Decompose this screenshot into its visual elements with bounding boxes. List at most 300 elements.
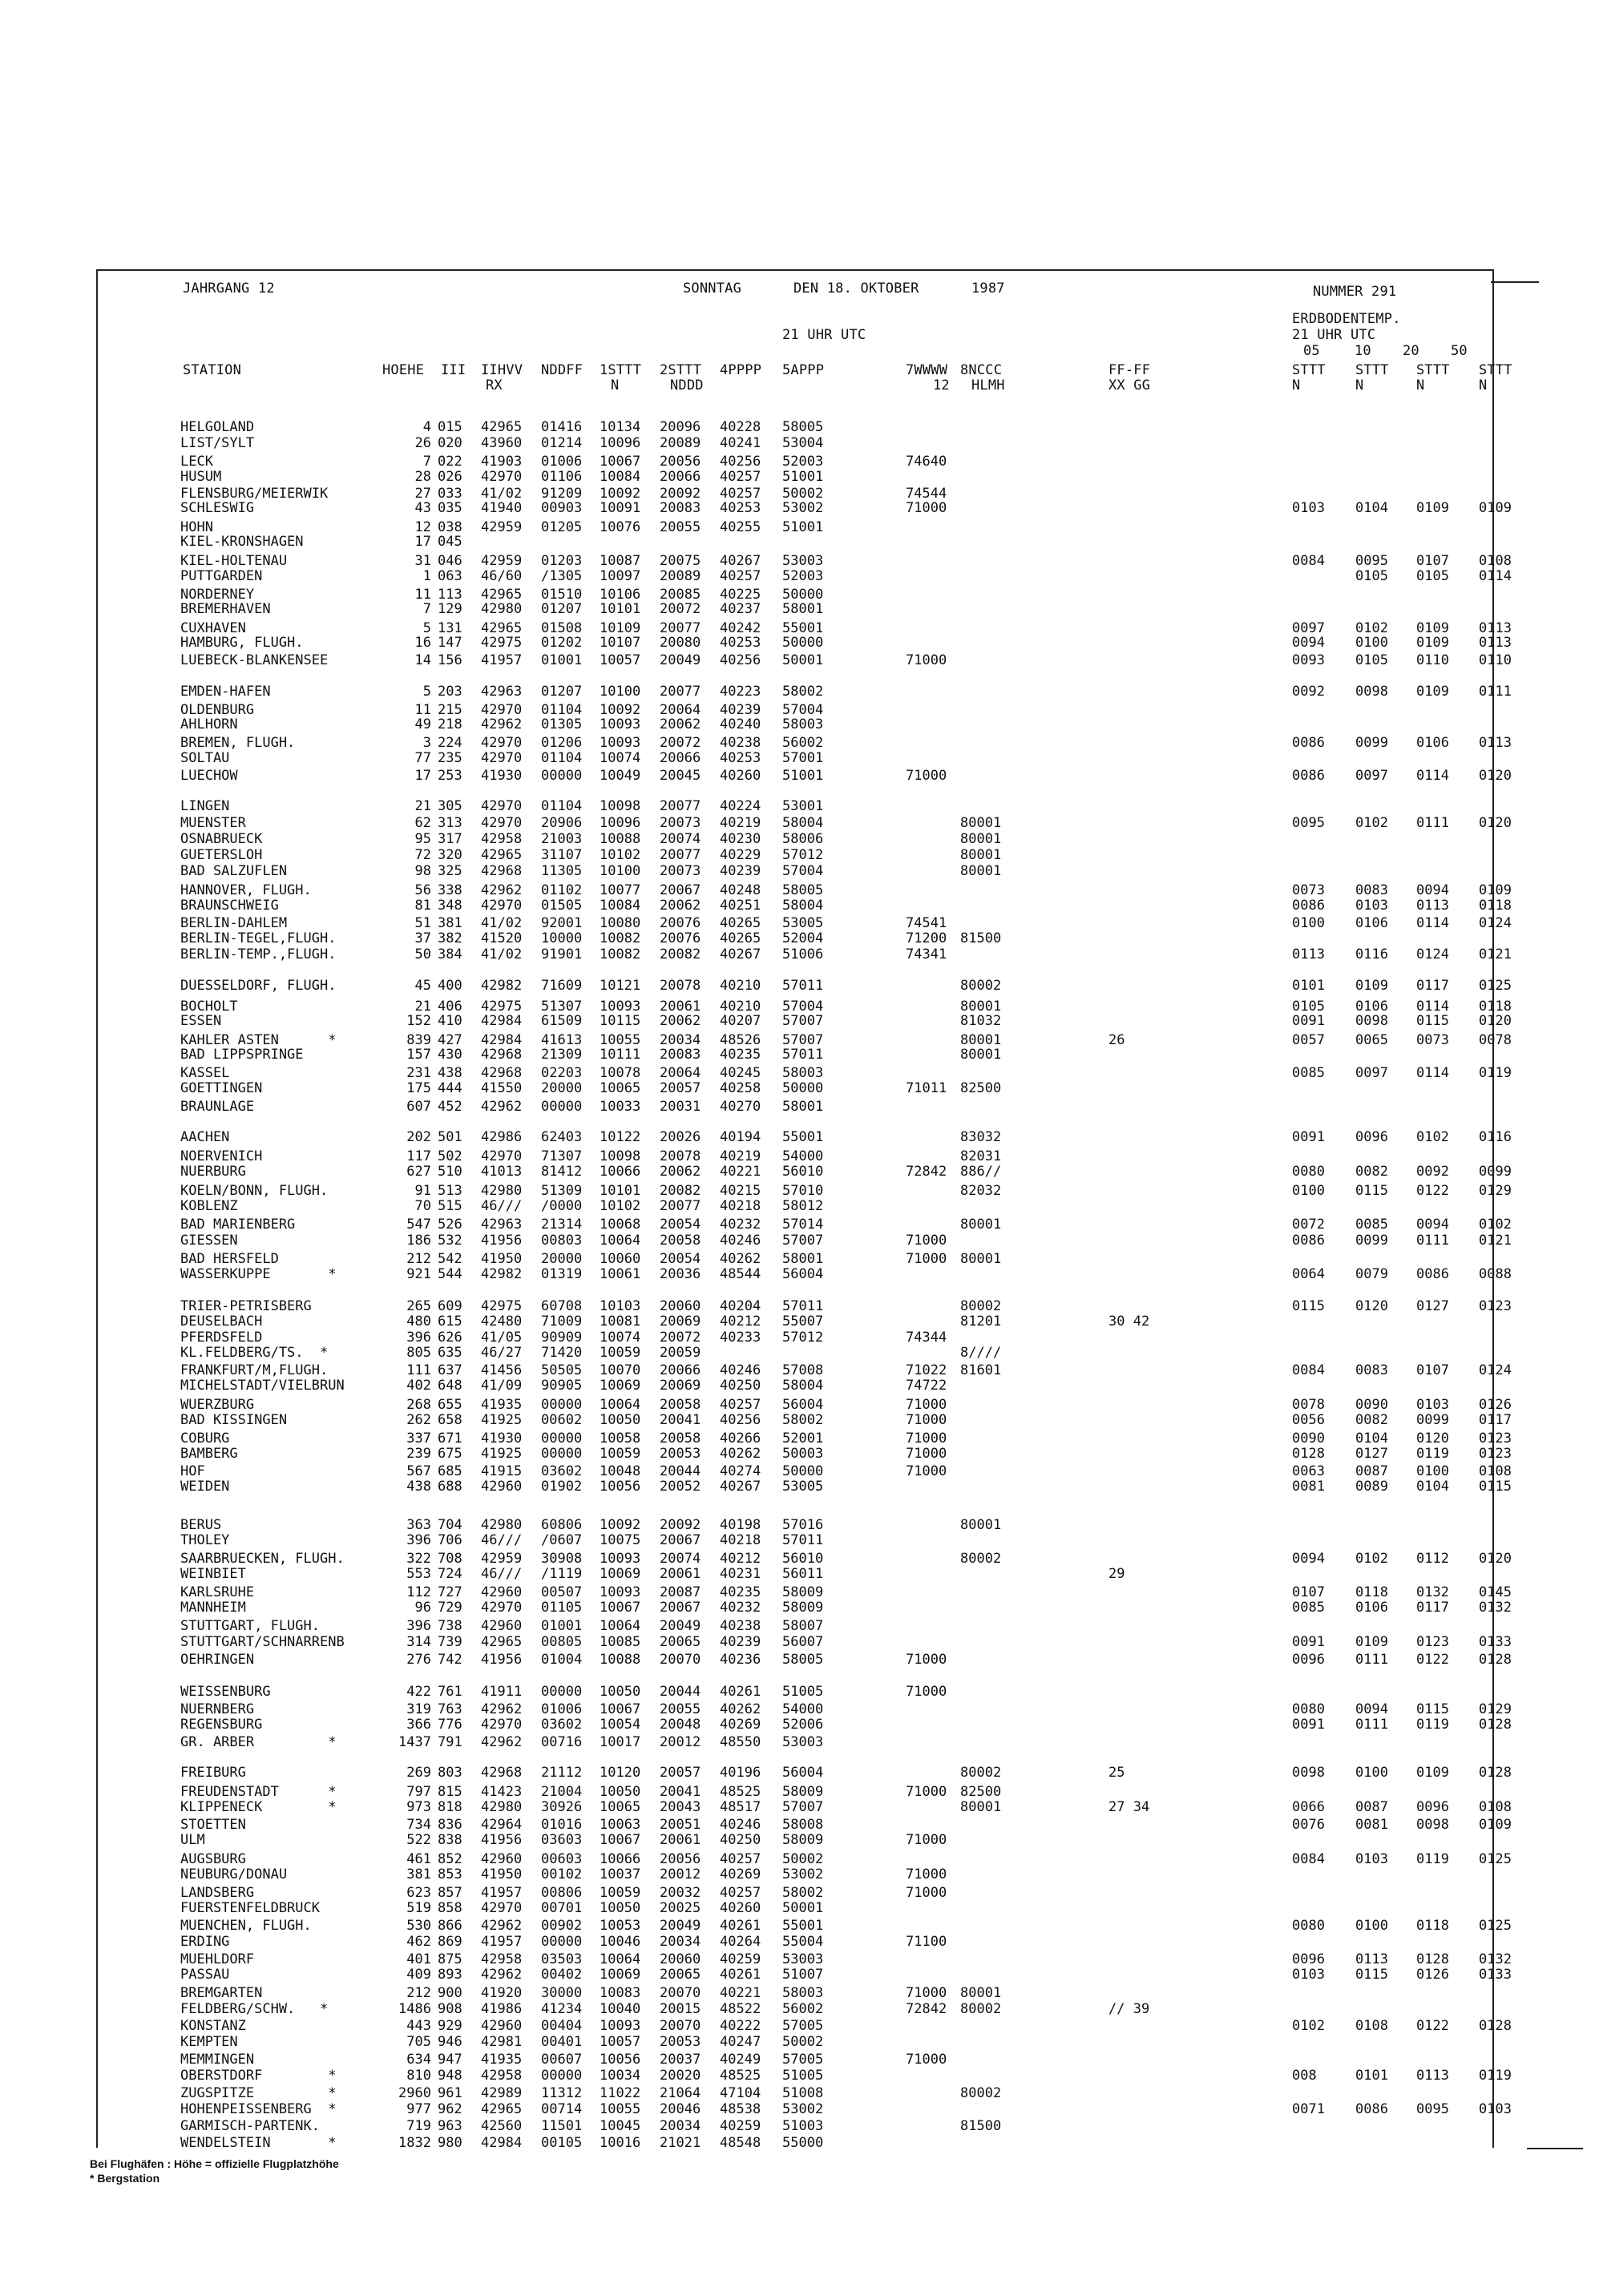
station-name: KIEL-KRONSHAGEN	[180, 534, 304, 550]
soil-temp-50: 0145	[1479, 1584, 1512, 1600]
station-name: KEMPTEN	[180, 2034, 238, 2050]
soil-temp-05: 0080	[1292, 1918, 1325, 1934]
table-row	[0, 1885, 1603, 1901]
group-2sttt: 20041	[660, 1412, 701, 1428]
soil-temp-title: ERDBODENTEMP.	[1292, 311, 1401, 327]
group-8nccc: 83032	[960, 1129, 1002, 1145]
group-4pppp: 48517	[720, 1799, 761, 1815]
group-5appp: 57016	[782, 1517, 824, 1533]
station-id: 836	[438, 1817, 462, 1833]
station-height: 443	[406, 2018, 431, 2034]
group-1sttt: 10068	[600, 1217, 641, 1233]
station-name: AUGSBURG	[180, 1851, 246, 1867]
group-8nccc: 80001	[960, 1517, 1002, 1533]
soil-temp-05: 0084	[1292, 553, 1325, 569]
group-4pppp: 40225	[720, 587, 761, 603]
soil-temp-20: 0107	[1416, 553, 1449, 569]
group-1sttt: 10076	[600, 519, 641, 535]
group-5appp: 50002	[782, 1851, 824, 1867]
group-2sttt: 20074	[660, 1551, 701, 1567]
group-nddff: 10000	[541, 930, 583, 946]
group-1sttt: 10083	[600, 1985, 641, 2001]
station-name: STUTTGART, FLUGH.	[180, 1618, 320, 1634]
group-nddff: 21112	[541, 1765, 583, 1781]
station-height: 547	[406, 1217, 431, 1233]
group-nddff: 00701	[541, 1900, 583, 1916]
group-7wwww: 71022	[906, 1362, 947, 1378]
group-1sttt: 10078	[600, 1065, 641, 1081]
group-4pppp: 40232	[720, 1217, 761, 1233]
soil-temp-50: 0119	[1479, 1065, 1512, 1081]
group-4pppp: 40221	[720, 1985, 761, 2001]
group-iihvv: 46/60	[481, 568, 523, 584]
soil-temp-05: 0086	[1292, 898, 1325, 914]
group-1sttt: 10106	[600, 587, 641, 603]
station-id: 962	[438, 2101, 462, 2117]
group-iihvv: 41930	[481, 1430, 523, 1447]
group-1sttt: 10065	[600, 1799, 641, 1815]
soil-temp-05: 0063	[1292, 1463, 1325, 1479]
station-height: 49	[414, 716, 431, 732]
station-name: ZUGSPITZE *	[180, 2085, 337, 2101]
group-5appp: 57005	[782, 2018, 824, 2034]
group-2sttt: 20078	[660, 978, 701, 994]
group-4pppp: 48538	[720, 2101, 761, 2117]
station-id: 427	[438, 1032, 462, 1048]
group-4pppp: 40235	[720, 1584, 761, 1600]
group-2sttt: 20058	[660, 1233, 701, 1249]
group-7wwww: 71000	[906, 1832, 947, 1848]
group-4pppp: 40261	[720, 1967, 761, 1983]
group-5appp: 58003	[782, 716, 824, 732]
table-row	[0, 702, 1603, 718]
station-height: 337	[406, 1430, 431, 1447]
table-row	[0, 930, 1603, 946]
table-row	[0, 1784, 1603, 1800]
col-soil-20-sub: N	[1416, 377, 1425, 393]
group-5appp: 56010	[782, 1551, 824, 1567]
group-2sttt: 20012	[660, 1866, 701, 1882]
group-iihvv: 42970	[481, 798, 523, 814]
group-7wwww: 71000	[906, 2052, 947, 2068]
group-7wwww: 71000	[906, 652, 947, 668]
station-name: MICHELSTADT/VIELBRUN	[180, 1378, 345, 1394]
group-iihvv: 42981	[481, 2034, 523, 2050]
group-nddff: 00716	[541, 1734, 583, 1750]
soil-temp-50: 0133	[1479, 1634, 1512, 1650]
group-iihvv: 42959	[481, 519, 523, 535]
group-4pppp: 40262	[720, 1701, 761, 1717]
col-iihvv-sub: RX	[486, 377, 503, 393]
group-nddff: 01319	[541, 1266, 583, 1282]
group-2sttt: 20060	[660, 1298, 701, 1314]
station-id: 637	[438, 1362, 462, 1378]
soil-temp-50: 0108	[1479, 1463, 1512, 1479]
station-height: 810	[406, 2068, 431, 2084]
group-5appp: 50003	[782, 1446, 824, 1462]
station-id: 626	[438, 1330, 462, 1346]
station-name: BERLIN-DAHLEM	[180, 915, 288, 931]
group-iihvv: 41986	[481, 2001, 523, 2017]
group-nddff: 01203	[541, 553, 583, 569]
group-5appp: 53003	[782, 1734, 824, 1750]
soil-temp-50: 0118	[1479, 999, 1512, 1015]
soil-temp-10: 0113	[1355, 1951, 1388, 1967]
station-height: 112	[406, 1584, 431, 1600]
station-name: FUERSTENFELDBRUCK	[180, 1900, 320, 1916]
table-row	[0, 1164, 1603, 1180]
group-8nccc: 80002	[960, 1298, 1002, 1314]
soil-temp-50: 0125	[1479, 1918, 1512, 1934]
col-soil-50-sub: N	[1479, 377, 1488, 393]
group-8nccc: 82031	[960, 1148, 1002, 1164]
group-5appp: 58005	[782, 1652, 824, 1668]
group-iihvv: 42970	[481, 1900, 523, 1916]
soil-temp-05: 0081	[1292, 1479, 1325, 1495]
group-nddff: 71307	[541, 1148, 583, 1164]
group-iihvv: 42975	[481, 635, 523, 651]
station-height: 839	[406, 1032, 431, 1048]
group-nddff: 00902	[541, 1918, 583, 1934]
group-4pppp: 40215	[720, 1183, 761, 1199]
station-name: LIST/SYLT	[180, 435, 255, 451]
group-1sttt: 10064	[600, 1397, 641, 1413]
station-height: 212	[406, 1251, 431, 1267]
table-row	[0, 2018, 1603, 2034]
station-id: 739	[438, 1634, 462, 1650]
soil-temp-05: 0096	[1292, 1951, 1325, 1967]
station-height: 522	[406, 1832, 431, 1848]
group-nddff: 61509	[541, 1013, 583, 1029]
station-id: 235	[438, 750, 462, 766]
station-height: 977	[406, 2101, 431, 2117]
group-5appp: 58001	[782, 1251, 824, 1267]
soil-temp-05: 0093	[1292, 652, 1325, 668]
group-4pppp: 40233	[720, 1330, 761, 1346]
group-5appp: 57007	[782, 1032, 824, 1048]
table-row	[0, 863, 1603, 879]
group-2sttt: 20048	[660, 1717, 701, 1733]
group-4pppp: 40207	[720, 1013, 761, 1029]
group-4pppp: 40267	[720, 1479, 761, 1495]
group-4pppp: 40194	[720, 1129, 761, 1145]
soil-temp-20: 0073	[1416, 1032, 1449, 1048]
station-name: GR. ARBER *	[180, 1734, 337, 1750]
group-5appp: 58003	[782, 1985, 824, 2001]
soil-temp-20: 0095	[1416, 2101, 1449, 2117]
group-5appp: 53005	[782, 1479, 824, 1495]
soil-temp-05: 0103	[1292, 1967, 1325, 1983]
station-height: 734	[406, 1817, 431, 1833]
group-1sttt: 10074	[600, 750, 641, 766]
group-7wwww: 71000	[906, 1412, 947, 1428]
group-4pppp: 48522	[720, 2001, 761, 2017]
group-2sttt: 20075	[660, 553, 701, 569]
station-name: EMDEN-HAFEN	[180, 684, 271, 700]
group-iihvv: 42982	[481, 1266, 523, 1282]
group-4pppp: 48548	[720, 2135, 761, 2151]
station-name: ESSEN	[180, 1013, 222, 1029]
station-name: KIEL-HOLTENAU	[180, 553, 288, 569]
group-5appp: 51005	[782, 2068, 824, 2084]
group-1sttt: 10069	[600, 1967, 641, 1983]
group-iihvv: 41456	[481, 1362, 523, 1378]
table-row	[0, 1918, 1603, 1934]
station-id: 869	[438, 1934, 462, 1950]
group-5appp: 53003	[782, 1951, 824, 1967]
group-5appp: 58009	[782, 1784, 824, 1800]
group-4pppp: 40223	[720, 684, 761, 700]
station-id: 444	[438, 1080, 462, 1096]
station-name: SAARBRUECKEN, FLUGH.	[180, 1551, 345, 1567]
soil-temp-50: 0128	[1479, 2018, 1512, 2034]
soil-temp-20: 0096	[1416, 1799, 1449, 1815]
col-soil-20: STTT	[1416, 362, 1450, 378]
group-4pppp: 40261	[720, 1918, 761, 1934]
station-id: 015	[438, 419, 462, 435]
group-nddff: 01104	[541, 750, 583, 766]
table-row	[0, 1817, 1603, 1833]
group-nddff: 00803	[541, 1233, 583, 1249]
group-2sttt: 20069	[660, 1378, 701, 1394]
group-1sttt: 10040	[600, 2001, 641, 2017]
group-5appp: 56004	[782, 1266, 824, 1282]
station-name: BAD HERSFELD	[180, 1251, 279, 1267]
station-height: 16	[414, 635, 431, 651]
station-name: WASSERKUPPE *	[180, 1266, 337, 1282]
group-iihvv: 42986	[481, 1129, 523, 1145]
soil-temp-20: 0132	[1416, 1584, 1449, 1600]
group-4pppp: 40274	[720, 1463, 761, 1479]
group-2sttt: 20080	[660, 635, 701, 651]
soil-temp-20: 0120	[1416, 1430, 1449, 1447]
soil-temp-50: 0099	[1479, 1164, 1512, 1180]
station-height: 175	[406, 1080, 431, 1096]
soil-temp-10: 0106	[1355, 999, 1388, 1015]
station-height: 322	[406, 1551, 431, 1567]
group-8nccc: 80001	[960, 1985, 1002, 2001]
soil-temp-20: 0123	[1416, 1634, 1449, 1650]
soil-temp-10: 0105	[1355, 652, 1388, 668]
soil-temp-05: 0086	[1292, 735, 1325, 751]
group-2sttt: 20077	[660, 847, 701, 863]
table-row	[0, 1618, 1603, 1634]
soil-temp-50: 0123	[1479, 1446, 1512, 1462]
station-name: SOLTAU	[180, 750, 230, 766]
group-iihvv: 41550	[481, 1080, 523, 1096]
table-row	[0, 652, 1603, 668]
soil-temp-10: 0100	[1355, 635, 1388, 651]
group-nddff: /0000	[541, 1198, 583, 1214]
group-4pppp: 40262	[720, 1446, 761, 1462]
station-id: 671	[438, 1430, 462, 1447]
station-name: KLIPPENECK *	[180, 1799, 337, 1815]
soil-temp-10: 0098	[1355, 684, 1388, 700]
soil-temp-20: 0103	[1416, 1397, 1449, 1413]
station-name: FREUDENSTADT *	[180, 1784, 337, 1800]
group-5appp: 57007	[782, 1799, 824, 1815]
table-row	[0, 978, 1603, 994]
group-7wwww: 71000	[906, 1446, 947, 1462]
station-name: BAD SALZUFLEN	[180, 863, 288, 879]
table-row	[0, 568, 1603, 584]
group-nddff: 01205	[541, 519, 583, 535]
group-2sttt: 20072	[660, 735, 701, 751]
station-id: 706	[438, 1532, 462, 1548]
group-nddff: 00507	[541, 1584, 583, 1600]
group-4pppp: 40237	[720, 601, 761, 617]
soil-temp-05: 0086	[1292, 1233, 1325, 1249]
table-row	[0, 1866, 1603, 1882]
group-4pppp: 40270	[720, 1099, 761, 1115]
group-1sttt: 10101	[600, 1183, 641, 1199]
soil-temp-10: 0099	[1355, 1233, 1388, 1249]
group-1sttt: 10098	[600, 1148, 641, 1164]
table-row	[0, 1967, 1603, 1983]
table-row	[0, 898, 1603, 914]
group-2sttt: 20066	[660, 750, 701, 766]
group-iihvv: 41/02	[481, 486, 523, 502]
station-height: 3	[422, 735, 431, 751]
group-1sttt: 10081	[600, 1313, 641, 1330]
soil-temp-10: 0094	[1355, 1701, 1388, 1717]
soil-temp-10: 0104	[1355, 500, 1388, 516]
group-2sttt: 20067	[660, 882, 701, 898]
group-iihvv: 42958	[481, 1951, 523, 1967]
group-4pppp: 40210	[720, 978, 761, 994]
group-iihvv: 41013	[481, 1164, 523, 1180]
soil-temp-10: 0106	[1355, 1600, 1388, 1616]
station-name: LANDSBERG	[180, 1885, 255, 1901]
group-1sttt: 10115	[600, 1013, 641, 1029]
group-4pppp: 40196	[720, 1765, 761, 1781]
station-height: 1	[422, 568, 431, 584]
group-2sttt: 20046	[660, 2101, 701, 2117]
soil-temp-10: 0111	[1355, 1652, 1388, 1668]
soil-temp-50: 0132	[1479, 1600, 1512, 1616]
station-name: TRIER-PETRISBERG	[180, 1298, 312, 1314]
station-id: 803	[438, 1765, 462, 1781]
group-5appp: 51005	[782, 1684, 824, 1700]
group-5appp: 57001	[782, 750, 824, 766]
group-1sttt: 10092	[600, 1517, 641, 1533]
group-nddff: 01206	[541, 735, 583, 751]
station-name: HELGOLAND	[180, 419, 255, 435]
table-row	[0, 1566, 1603, 1582]
group-4pppp: 47104	[720, 2085, 761, 2101]
soil-depth-05: 05	[1303, 343, 1320, 359]
group-8nccc: 81500	[960, 930, 1002, 946]
group-iihvv: 41920	[481, 1985, 523, 2001]
soil-temp-50: 0117	[1479, 1412, 1512, 1428]
group-5appp: 51001	[782, 768, 824, 784]
soil-temp-10: 0127	[1355, 1446, 1388, 1462]
group-nddff: 11305	[541, 863, 583, 879]
soil-temp-10: 0103	[1355, 898, 1388, 914]
station-id: 348	[438, 898, 462, 914]
group-4pppp: 40253	[720, 750, 761, 766]
group-4pppp: 48525	[720, 2068, 761, 2084]
soil-temp-10: 0120	[1355, 1298, 1388, 1314]
station-height: 5	[422, 684, 431, 700]
table-row	[0, 946, 1603, 962]
group-nddff: 01505	[541, 898, 583, 914]
soil-temp-05: 0094	[1292, 1551, 1325, 1567]
soil-temp-50: 0088	[1479, 1266, 1512, 1282]
group-2sttt: 20049	[660, 1618, 701, 1634]
soil-temp-20: 0106	[1416, 735, 1449, 751]
group-5appp: 50001	[782, 652, 824, 668]
soil-temp-20: 0100	[1416, 1463, 1449, 1479]
group-1sttt: 10070	[600, 1362, 641, 1378]
station-id: 947	[438, 2052, 462, 2068]
group-2sttt: 20012	[660, 1734, 701, 1750]
group-1sttt: 10056	[600, 1479, 641, 1495]
soil-temp-20: 0115	[1416, 1701, 1449, 1717]
table-row	[0, 1799, 1603, 1815]
station-name: KOELN/BONN, FLUGH.	[180, 1183, 329, 1199]
soil-temp-10: 0118	[1355, 1584, 1388, 1600]
group-1sttt: 10122	[600, 1129, 641, 1145]
group-nddff: 00402	[541, 1967, 583, 1983]
group-5appp: 53001	[782, 798, 824, 814]
group-2sttt: 20066	[660, 1362, 701, 1378]
group-2sttt: 20073	[660, 815, 701, 831]
group-iihvv: 42984	[481, 1013, 523, 1029]
group-iihvv: 42989	[481, 2085, 523, 2101]
group-5appp: 53005	[782, 915, 824, 931]
soil-temp-10: 0081	[1355, 1817, 1388, 1833]
soil-temp-20: 0127	[1416, 1298, 1449, 1314]
group-1sttt: 10084	[600, 469, 641, 485]
station-height: 422	[406, 1684, 431, 1700]
station-name: AHLHORN	[180, 716, 238, 732]
table-row	[0, 1065, 1603, 1081]
table-row	[0, 2001, 1603, 2017]
station-name: LUEBECK-BLANKENSEE	[180, 652, 329, 668]
soil-temp-50: 0123	[1479, 1298, 1512, 1314]
soil-temp-10: 0085	[1355, 1217, 1388, 1233]
group-iihvv: 42958	[481, 2068, 523, 2084]
table-row	[0, 1013, 1603, 1029]
station-name: STOETTEN	[180, 1817, 246, 1833]
col-iihvv: IIHVV	[481, 362, 523, 378]
station-id: 033	[438, 486, 462, 502]
station-height: 409	[406, 1967, 431, 1983]
soil-temp-05: 0113	[1292, 946, 1325, 962]
group-2sttt: 20073	[660, 863, 701, 879]
group-4pppp: 40232	[720, 1600, 761, 1616]
soil-temp-50: 0128	[1479, 1717, 1512, 1733]
soil-temp-10: 0083	[1355, 882, 1388, 898]
group-iihvv: 41/05	[481, 1330, 523, 1346]
station-name: AACHEN	[180, 1129, 230, 1145]
table-row	[0, 915, 1603, 931]
group-2sttt: 20083	[660, 1047, 701, 1063]
soil-temp-50: 0078	[1479, 1032, 1512, 1048]
station-id: 038	[438, 519, 462, 535]
soil-temp-20: 0110	[1416, 652, 1449, 668]
table-row	[0, 1717, 1603, 1733]
soil-temp-10: 0103	[1355, 1851, 1388, 1867]
group-7wwww: 74722	[906, 1378, 947, 1394]
group-nddff: 20000	[541, 1251, 583, 1267]
station-name: CUXHAVEN	[180, 620, 246, 636]
group-1sttt: 10059	[600, 1885, 641, 1901]
group-8nccc: 80001	[960, 1032, 1002, 1048]
group-2sttt: 20078	[660, 1148, 701, 1164]
soil-temp-50: 0109	[1479, 500, 1512, 516]
